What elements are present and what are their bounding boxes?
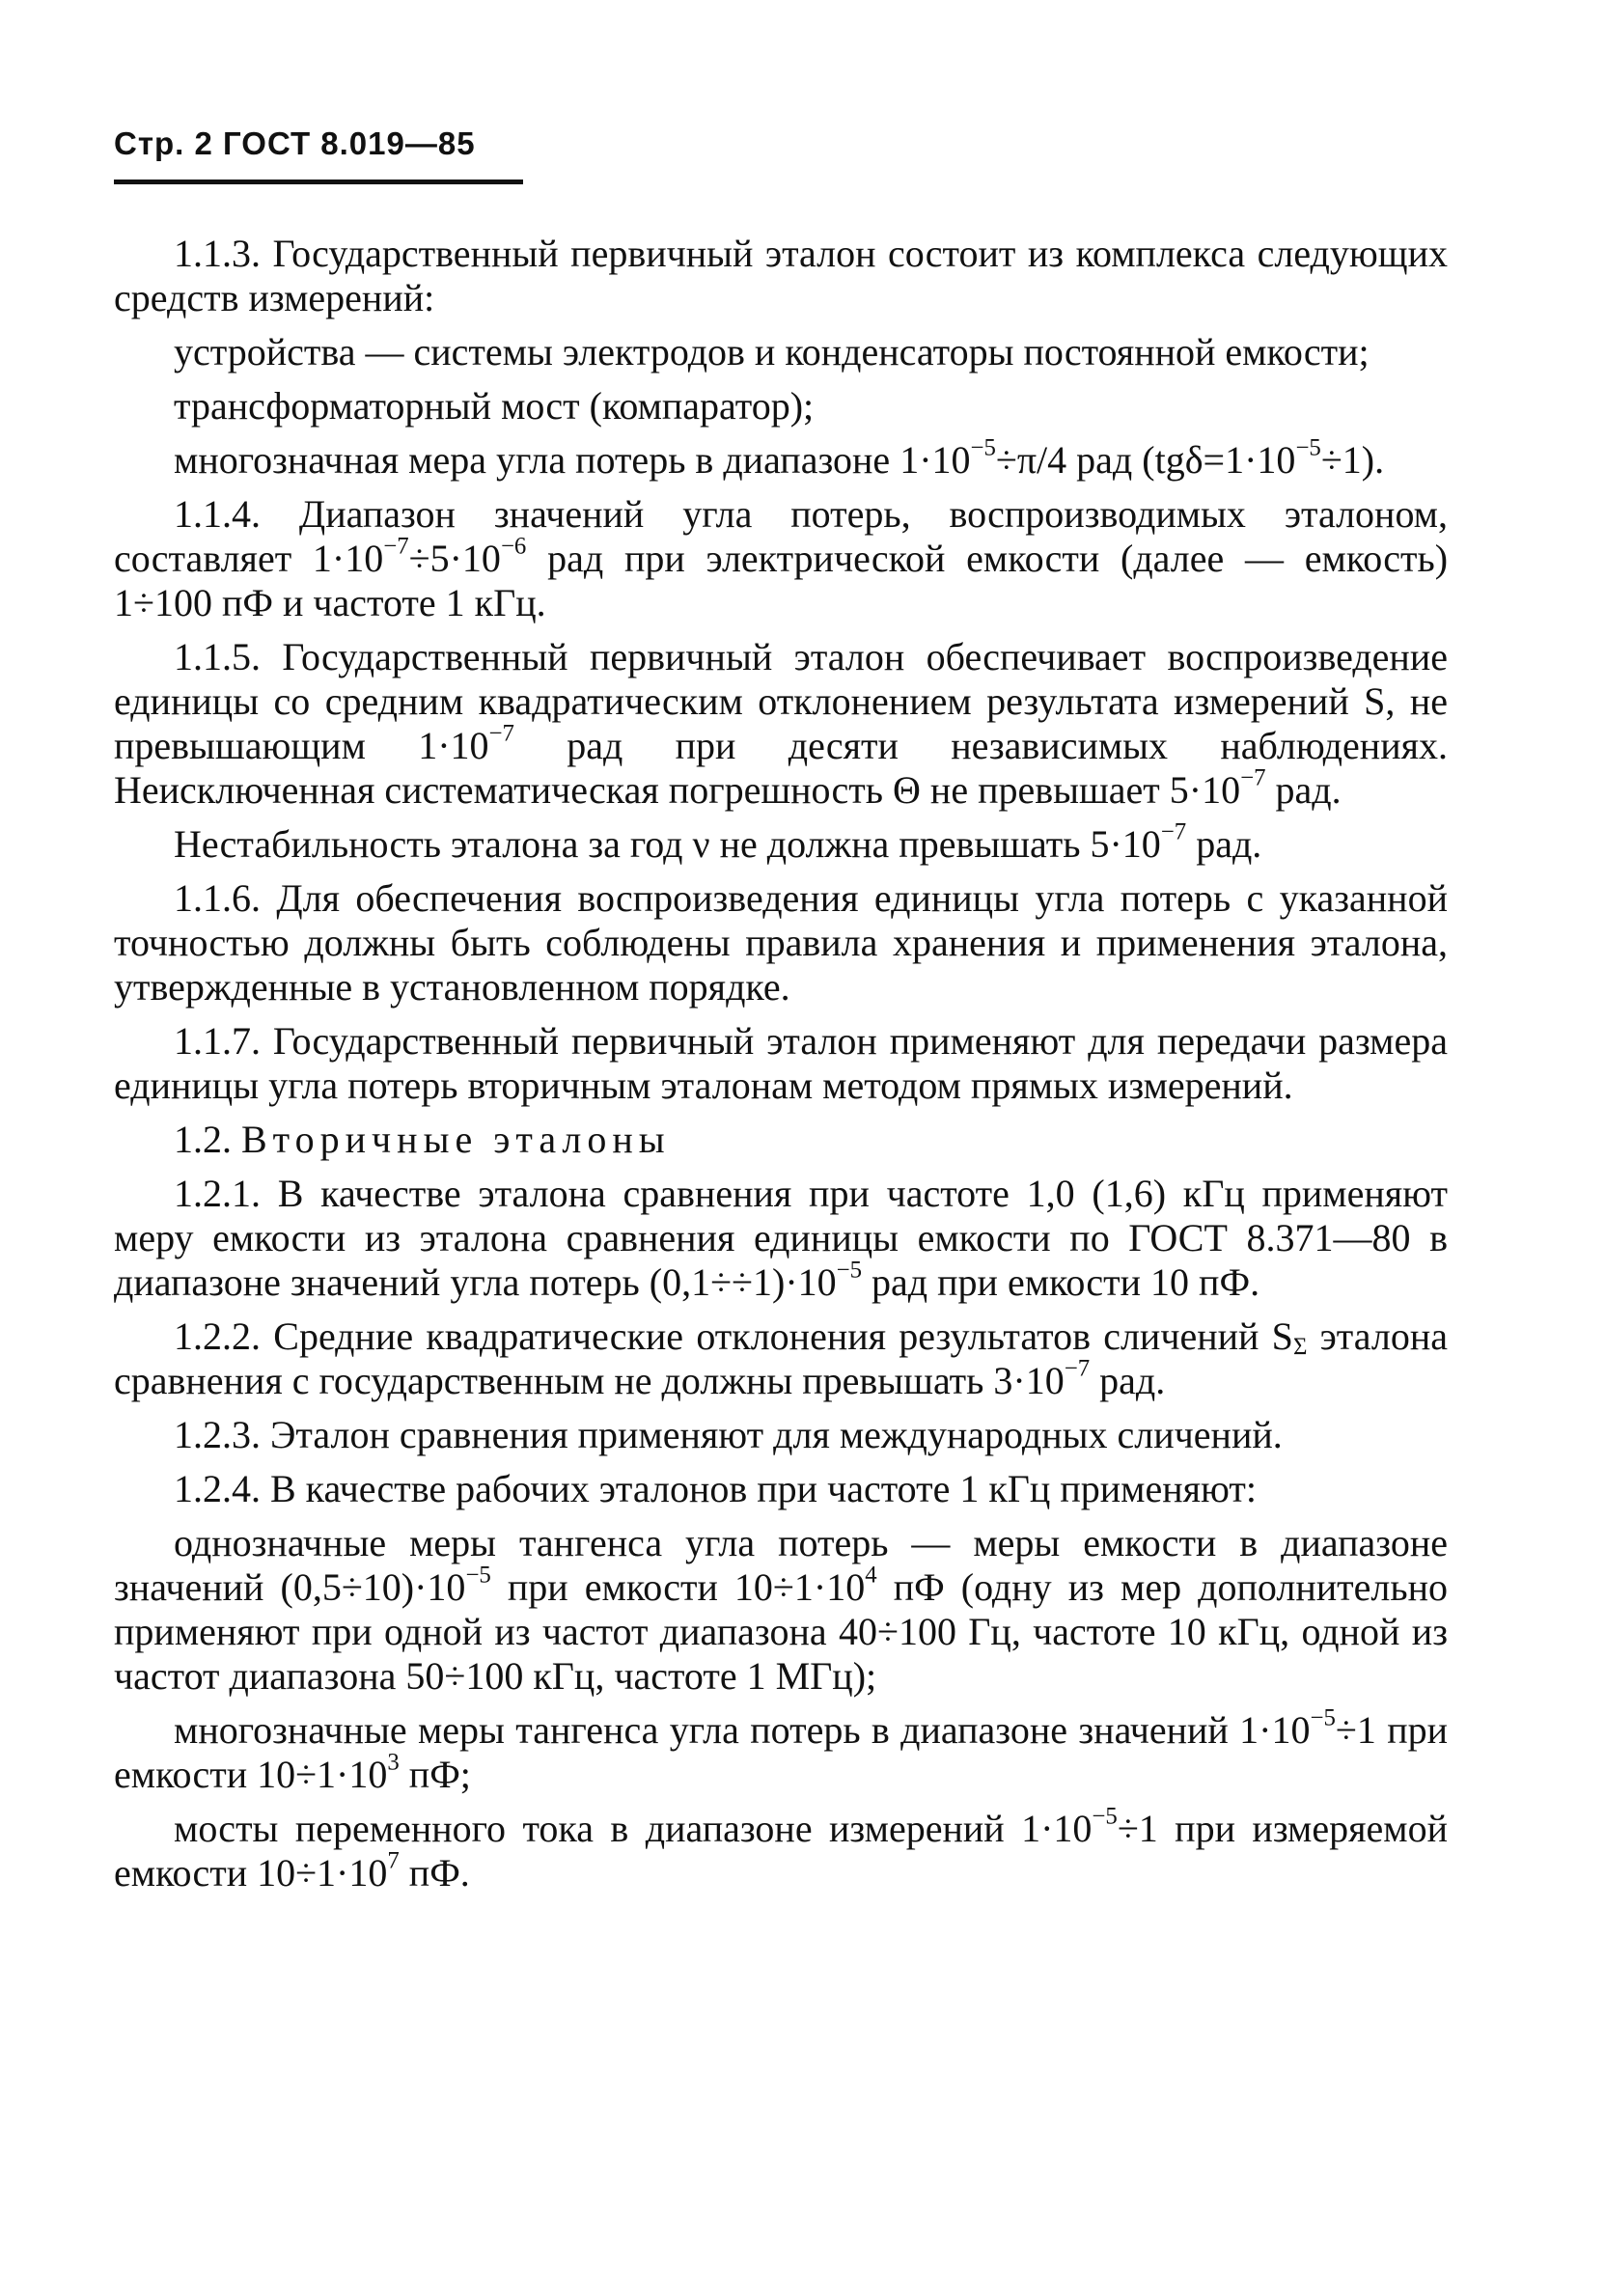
header-rule	[114, 180, 523, 184]
list-item-multivalue-measure: многозначная мера угла потерь в диапазоне $1\cdot 10^{-5}\div\pi/4$ рад $(tg\delta=1\cdot 10^{-5}\div 1)$.	[174, 434, 1385, 482]
paragraph-1-1-5: 1.1.5. Государственный первичный эталон обеспечивает воспроизведение единицы со средним квадратическим отклонением результата измерений S, не превышающим $1\cdot 10^{-7}$ рад при десяти независимых наблюдениях. Неисключенная систематическая погрешность Θ не превышает $5\cdot 10^{-7}$ рад.	[114, 635, 1449, 812]
paragraph-1-2-2: 1.2.2. Средние квадратические отклонения результатов сличений $S_\Sigma$ эталона сравнения с государственным не должны превышать $3\cdot 10^{-7}$ рад.	[114, 1314, 1448, 1402]
paragraph-1-1-6: 1.1.6. Для обеспечения воспроизведения единицы угла потерь с указанной точностью должны быть соблюдены правила хранения и применения эталона, утвержденные в установленном порядке.	[114, 876, 1448, 1009]
list-item-single-value-measures: однозначные меры тангенса угла потерь — меры емкости в диапазоне значений $(0,5\div 10)\cdot 10^{-5}$ при емкости $10\div 1\cdot 10^4$ пФ (одну из мер дополнительно применяют при одной из частот диапазона 40÷100 Гц, частоте 10 кГц, одной из частот диапазона 50÷100 кГц, частоте 1 МГц);	[114, 1521, 1448, 1698]
paragraph-1-1-7: 1.1.7. Государственный первичный эталон применяют для передачи размера единицы угла потерь вторичным эталонам методом прямых измерений.	[114, 1019, 1448, 1107]
paragraph-1-2-4: 1.2.4. В качестве рабочих эталонов при частоте 1 кГц применяют:	[174, 1467, 1257, 1510]
list-item-bridge: трансформаторный мост (компаратор);	[174, 384, 815, 428]
list-item-multi-value-measures: многозначные меры тангенса угла потерь в диапазоне значений $1\cdot 10^{-5}\div 1$ при емкости $10\div 1\cdot 10^3$ пФ;	[114, 1704, 1449, 1796]
list-item-ac-bridges: мосты переменного тока в диапазоне измерений $1\cdot 10^{-5}\div 1$ при измеряемой емкости $10\div 1\cdot 10^7$ пФ.	[114, 1803, 1448, 1895]
section-title: Вторичные эталоны	[241, 1118, 671, 1161]
document-body	[114, 232, 1448, 1905]
paragraph-1-2-1: 1.2.1. В качестве эталона сравнения при частоте 1,0 (1,6) кГц применяют меру емкости из эталона сравнения единицы емкости по ГОСТ 8.371—80 в диапазоне значений угла потерь $(0,1\div\div 1)\cdot 10^{-5}$ рад при емкости 10 пФ.	[114, 1172, 1448, 1304]
section-heading-1-2: 1.2. Вторичные эталоны	[174, 1118, 671, 1161]
paragraph-1-1-3: 1.1.3. Государственный первичный эталон состоит из комплекса следующих средств измерений:	[114, 232, 1448, 319]
page-header: Стр. 2 ГОСТ 8.019—85	[114, 125, 476, 161]
paragraph-1-2-3: 1.2.3. Эталон сравнения применяют для международных сличений.	[174, 1413, 1283, 1456]
paragraph-instability: Нестабильность эталона за год ν не должна превышать $5\cdot 10^{-7}$ рад.	[174, 818, 1262, 866]
list-item-devices: устройства — системы электродов и конденсаторы постоянной емкости;	[174, 330, 1370, 373]
paragraph-1-1-4: 1.1.4. Диапазон значений угла потерь, воспроизводимых эталоном, составляет $1\cdot 10^{-7}\div 5\cdot 10^{-6}$ рад при электрической емкости (далее — емкость) 1÷100 пФ и частоте 1 кГц.	[114, 492, 1449, 624]
